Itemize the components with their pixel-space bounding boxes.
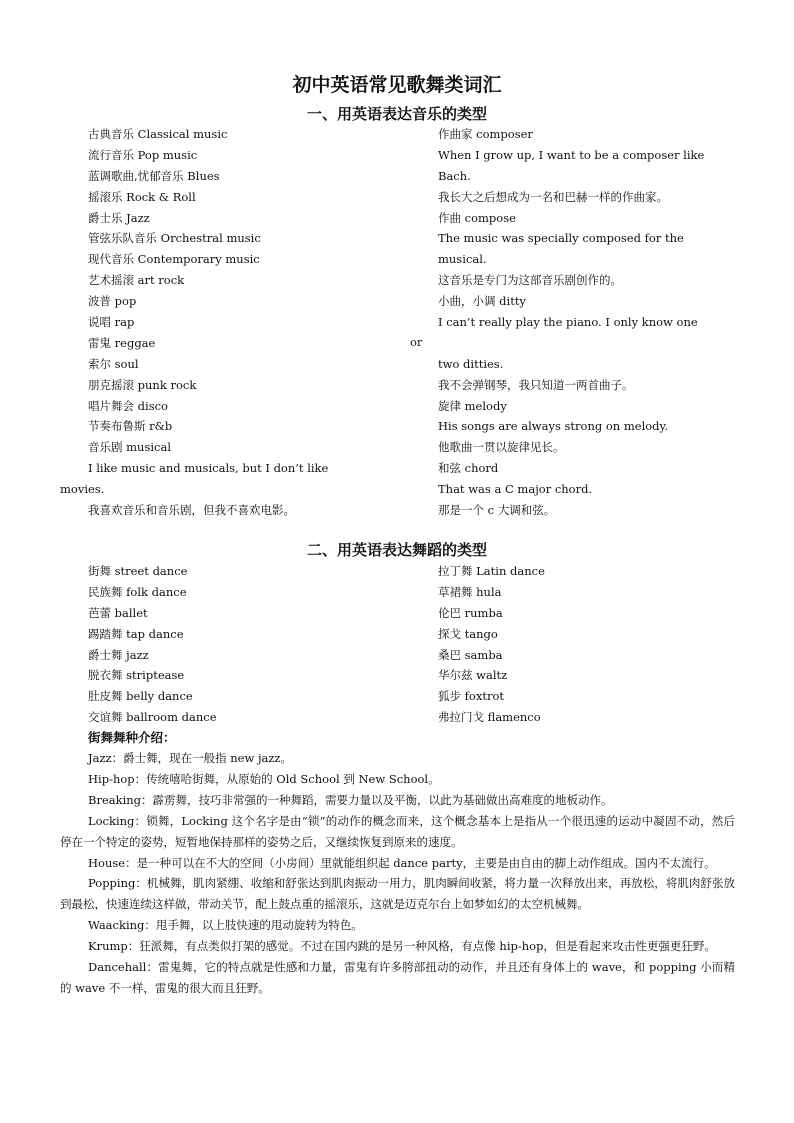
list-item: 作曲 compose — [438, 210, 516, 225]
page-title: 初中英语常见歌舞类词汇 — [292, 74, 502, 96]
intro-paragraph: Popping：机械舞，肌肉紧绷、收缩和舒张达到肌肉振动一用力，肌肉瞬间收紧，将力量一次释放出来，再放松，将肌肉舒张放到最松，快速连续这样做，带动关节，配上鼓点重的摇滚乐，这就是迈克尔台上如梦如幻的太空机械舞。 — [60, 876, 735, 912]
example-sentence-continued: two ditties. — [438, 356, 504, 371]
dance-types-left-column — [88, 561, 408, 728]
example-sentence-continued: Bach. — [438, 168, 471, 183]
street-dance-intro-title: 街舞舞种介绍： — [88, 730, 176, 745]
intro-paragraph: Locking：锁舞，Locking 这个名字是由“锁”的动作的概念而来，这个概念基本上是指从一个很迅速的运动中凝固不动，然后停在一个特定的姿势，短暂地保持那样的姿势之后，又继续恢复到原来的速度。 — [60, 813, 735, 849]
list-item: 探戈 tango — [438, 626, 498, 641]
intro-paragraph: Waacking：甩手舞，以上肢快速的甩动旋转为特色。 — [88, 918, 363, 933]
list-item: 华尔兹 waltz — [438, 668, 508, 683]
example-translation: 我喜欢音乐和音乐剧，但我不喜欢电影。 — [88, 503, 295, 518]
list-item: 蓝调歌曲,忧郁音乐 Blues — [88, 168, 220, 183]
list-item: 爵士舞 jazz — [88, 647, 149, 662]
list-item: 桑巴 samba — [438, 647, 503, 662]
blank-line — [438, 333, 738, 354]
example-translation: 我不会弹钢琴，我只知道一两首曲子。 — [438, 377, 634, 392]
list-item: 索尔 soul — [88, 356, 139, 371]
list-item: 流行音乐 Pop music — [88, 147, 198, 162]
section-heading-dance: 二、用英语表达舞蹈的类型 — [306, 541, 487, 559]
intro-paragraph: Jazz：爵士舞，现在一般指 new jazz。 — [88, 751, 292, 765]
list-item: 现代音乐 Contemporary music — [88, 252, 260, 267]
street-dance-intro — [60, 748, 735, 999]
list-item: 街舞 street dance — [88, 564, 188, 578]
list-item: 草裙舞 hula — [438, 584, 502, 599]
list-item: 旋律 melody — [438, 398, 507, 413]
intro-paragraph: Hip-hop：传统嘻哈街舞，从原始的 Old School 到 New School。 — [88, 771, 440, 786]
list-item: 脱衣舞 striptease — [88, 668, 185, 683]
list-item: 古典音乐 Classical music — [88, 127, 228, 141]
list-item: 狐步 foxtrot — [438, 689, 504, 704]
or-word: or — [410, 335, 423, 349]
example-sentence: When I grow up, I want to be a composer like — [438, 147, 705, 162]
example-sentence: I can’t really play the piano. I only know one — [438, 315, 698, 330]
example-sentence: That was a C major chord. — [438, 482, 593, 497]
list-item: 雷鬼 reggae — [88, 335, 156, 350]
dance-types-right-column — [438, 561, 738, 728]
list-item: 朋克摇滚 punk rock — [88, 377, 197, 392]
music-types-left-column — [60, 124, 408, 521]
list-item: 艺术摇滚 art rock — [88, 273, 185, 288]
list-item: 波普 pop — [88, 294, 137, 309]
list-item: 说唱 rap — [88, 315, 135, 330]
list-item: 摇滚乐 Rock & Roll — [88, 189, 196, 204]
example-translation: 他歌曲一贯以旋律见长。 — [438, 440, 565, 455]
list-item: 作曲家 composer — [438, 127, 533, 141]
list-item: 管弦乐队音乐 Orchestral music — [88, 231, 261, 246]
list-item: 伦巴 rumba — [438, 605, 503, 620]
list-item: 拉丁舞 Latin dance — [438, 564, 545, 578]
intro-paragraph: Dancehall：雷鬼舞，它的特点就是性感和力量，雷鬼有许多胯部扭动的动作，并且还有身体上的 wave，和 popping 小而精的 wave 不一样，雷鬼的很大而且狂野。 — [60, 960, 735, 995]
section-heading-music: 一、用英语表达音乐的类型 — [306, 105, 487, 123]
intro-paragraph: Krump：狂派舞，有点类似打架的感觉。不过在国内跳的是另一种风格，有点像 hip-hop，但是看起来攻击性更强更狂野。 — [88, 939, 716, 954]
example-sentence-continued: musical. — [438, 252, 487, 267]
list-item: 节奏布鲁斯 r&b — [88, 419, 173, 434]
intro-paragraph: House：是一种可以在不大的空间（小房间）里就能组织起 dance party，主要是由自由的脚上动作组成。国内不太流行。 — [88, 855, 716, 870]
list-item: 肚皮舞 belly dance — [88, 689, 193, 704]
list-item: 音乐剧 musical — [88, 440, 172, 455]
example-sentence: The music was specially composed for the — [438, 231, 684, 246]
example-translation: 我长大之后想成为一名和巴赫一样的作曲家。 — [438, 189, 668, 204]
list-item: 弗拉门戈 flamenco — [438, 710, 541, 725]
intro-paragraph: Breaking：霹雳舞，技巧非常强的一种舞蹈，需要力量以及平衡，以此为基础做出高难度的地板动作。 — [88, 792, 613, 807]
example-translation: 那是一个 c 大调和弦。 — [438, 503, 556, 518]
list-item: 踢踏舞 tap dance — [88, 626, 184, 641]
list-item: 爵士乐 Jazz — [88, 210, 150, 225]
list-item: 芭蕾 ballet — [88, 605, 148, 620]
list-item: 小曲，小调 ditty — [438, 294, 526, 309]
music-vocab-right-column — [438, 124, 738, 521]
example-translation: 这音乐是专门为这部音乐剧创作的。 — [438, 273, 622, 288]
list-item: 交谊舞 ballroom dance — [88, 710, 217, 725]
example-sentence-continued: movies. — [60, 482, 105, 497]
example-sentence: His songs are always strong on melody. — [438, 419, 669, 434]
list-item: 唱片舞会 disco — [88, 398, 168, 413]
example-sentence: I like music and musicals, but I don’t like — [88, 461, 329, 476]
list-item: 民族舞 folk dance — [88, 584, 187, 599]
list-item: 和弦 chord — [438, 461, 499, 476]
